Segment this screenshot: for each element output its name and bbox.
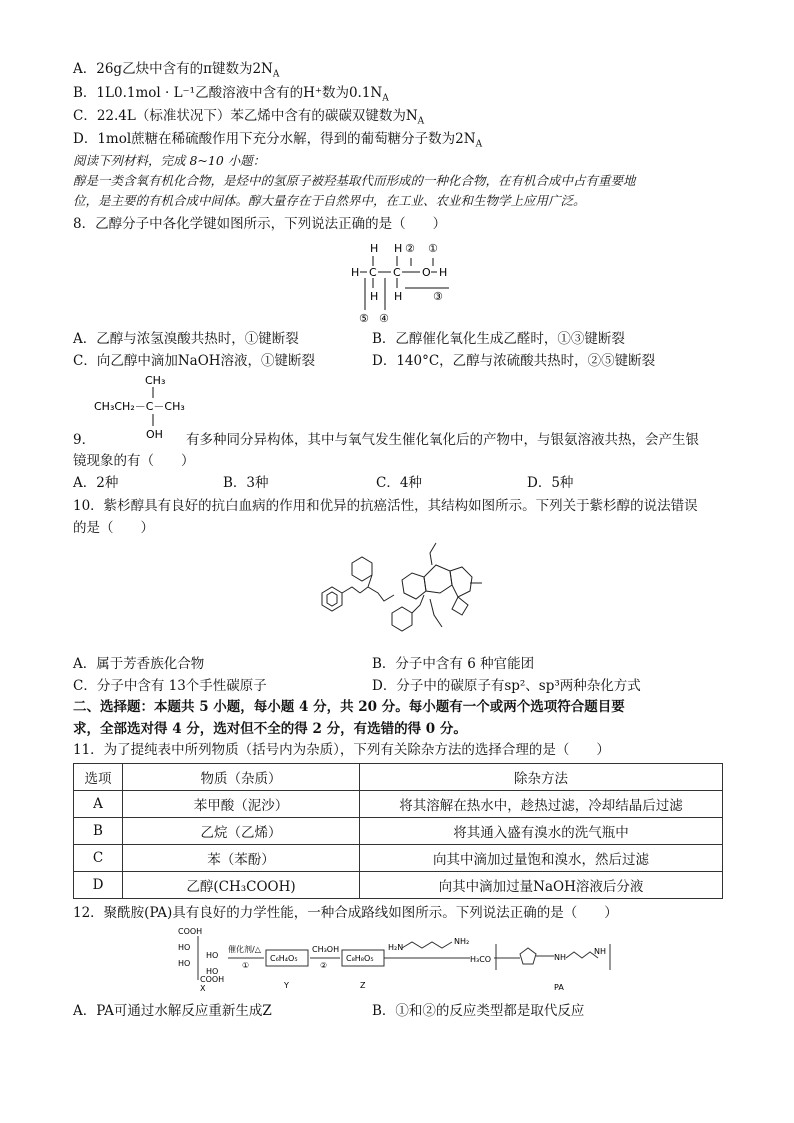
q12-stem: 12．聚酰胺(PA)具有良好的力学性能，一种合成路线如图所示。下列说法正确的是（ ） <box>73 905 618 921</box>
label-pa: PA <box>554 983 564 992</box>
label-3: ③ <box>433 290 443 303</box>
q10-stem: 10．紫杉醇具有良好的抗白血病的作用和优异的抗癌活性，其结构如图所示。下列关于紫杉醇的说法错误 <box>73 498 698 514</box>
label-y: Y <box>284 981 289 990</box>
q10-option-d: D．分子中的碳原子有sp²、sp³两种杂化方式 <box>372 678 641 694</box>
q8-option-c: C．向乙醇中滴加NaOH溶液，①键断裂 <box>73 353 316 369</box>
main-chain: CH₃CH₂－C－CH₃ <box>94 400 185 413</box>
atom-h: H <box>394 242 403 255</box>
x-cooh-bottom: COOH <box>200 975 225 984</box>
q10-option-a: A．属于芳香族化合物 <box>73 656 205 672</box>
label-2: ② <box>405 242 415 255</box>
pa-h3co: H₃CO <box>470 955 492 964</box>
label-1: ① <box>428 242 438 255</box>
header-method: 除杂方法 <box>360 764 723 791</box>
label-z: Z <box>360 981 366 990</box>
cell-option: D <box>74 872 123 899</box>
alcohol-structure <box>92 372 202 440</box>
q9-option-b: B．3种 <box>223 475 269 491</box>
label-4: ④ <box>379 312 389 325</box>
pa-nh: NH <box>554 953 566 962</box>
cell-substance: 苯（苯酚） <box>123 845 360 872</box>
table-row <box>74 872 723 899</box>
x-ho: HO <box>206 951 219 960</box>
cell-method: 向其中滴加过量NaOH溶液后分液 <box>360 872 723 899</box>
atom-c: C <box>369 266 377 279</box>
label-x: X <box>200 984 206 993</box>
section-2-heading: 二、选择题：本题共 5 小题，每小题 4 分，共 20 分。每小题有一个或两个选项符合题目要 <box>73 699 625 715</box>
atom-h: H <box>370 242 379 255</box>
reading-intro: 阅读下列材料，完成 8~10 小题： <box>73 153 266 168</box>
diamine-nh2: NH₂ <box>454 937 470 946</box>
q7-option-a: A．26g乙炔中含有的π键数为$2N_A$ <box>73 61 280 80</box>
box-y: C₆H₄O₅ <box>270 954 298 963</box>
atom-h: H <box>370 290 379 303</box>
q8-option-d: D．140°C，乙醇与浓硫酸共热时，②⑤键断裂 <box>372 353 656 369</box>
table-row <box>74 791 723 818</box>
q9-stem-cont: 镜现象的有（ ） <box>73 453 195 469</box>
cell-method: 将其通入盛有溴水的洗气瓶中 <box>360 818 723 845</box>
section-2-heading-cont: 求，全部选对得 4 分，选对但不全的得 2 分，有选错的得 0 分。 <box>73 721 467 737</box>
catalyst-label: 催化剂/△ <box>228 945 261 954</box>
cell-method: 向其中滴加过量饱和溴水，然后过滤 <box>360 845 723 872</box>
step-2: ② <box>320 961 328 970</box>
header-substance: 物质（杂质） <box>123 764 360 791</box>
cell-method: 将其溶解在热水中，趁热过滤，冷却结晶后过滤 <box>360 791 723 818</box>
cell-option: A <box>74 791 123 818</box>
table-row <box>74 845 723 872</box>
pa-nh-end: NH <box>594 947 606 956</box>
atom-o: O <box>422 266 431 279</box>
atom-h: H <box>394 290 403 303</box>
q8-option-a: A．乙醇与浓氢溴酸共热时，①键断裂 <box>73 331 299 347</box>
q9-number: 9． <box>73 432 96 448</box>
methyl-top: CH₃ <box>145 374 166 387</box>
cell-substance: 苯甲酸（泥沙） <box>123 791 360 818</box>
q10-option-c: C．分子中含有 13个手性碳原子 <box>73 678 267 694</box>
pa-synthesis-route <box>170 924 620 994</box>
cell-substance: 乙烷（乙烯） <box>123 818 360 845</box>
reading-line-1: 醇是一类含氧有机化合物，是烃中的氢原子被羟基取代而形成的一种化合物，在有机合成中占有重要地 <box>73 173 636 188</box>
x-cooh-top: COOH <box>178 927 203 936</box>
reading-line-2: 位，是主要的有机合成中间体。醇大量存在于自然界中，在工业、农业和生物学上应用广泛。 <box>73 193 586 208</box>
ethanol-bond-diagram <box>345 238 455 328</box>
x-ho: HO <box>178 959 191 968</box>
q7-option-b: B．1L0.1mol · L⁻¹乙酸溶液中含有的H⁺数为$0.1N_A$ <box>73 85 389 104</box>
table-row <box>74 818 723 845</box>
cell-option: C <box>74 845 123 872</box>
hydroxyl: OH <box>146 428 163 440</box>
atom-h: H <box>439 266 448 279</box>
atom-c: C <box>393 266 401 279</box>
diamine-h2n: H₂N <box>388 943 404 952</box>
x-ho: HO <box>206 967 219 976</box>
q9-stem: 有多种同分异构体，其中与氧气发生催化氧化后的产物中，与银氨溶液共热，会产生银 <box>186 432 699 448</box>
q12-option-a: A．PA可通过水解反应重新生成Z <box>73 1003 272 1019</box>
q11-table <box>73 763 723 899</box>
label-5: ⑤ <box>359 312 369 325</box>
box-z: C₈H₈O₅ <box>346 954 374 963</box>
methanol-label: CH₃OH <box>312 945 340 954</box>
q9-option-c: C．4种 <box>376 475 422 491</box>
cell-option: B <box>74 818 123 845</box>
q7-option-d: D．1mol蔗糖在稀硫酸作用下充分水解，得到的葡萄糖分子数为$2N_A$ <box>73 131 483 150</box>
x-ho: HO <box>178 943 191 952</box>
q8-option-b: B．乙醇催化氧化生成乙醛时，①③键断裂 <box>372 331 625 347</box>
q12-option-b: B．①和②的反应类型都是取代反应 <box>372 1003 585 1019</box>
q10-option-b: B．分子中含有 6 种官能团 <box>372 656 535 672</box>
cell-substance: 乙醇(CH₃COOH) <box>123 872 360 899</box>
table-header-row <box>74 764 723 791</box>
q9-option-d: D．5种 <box>527 475 574 491</box>
step-1: ① <box>242 961 250 970</box>
q11-stem: 11．为了提纯表中所列物质（括号内为杂质），下列有关除杂方法的选择合理的是（ ） <box>73 742 610 758</box>
q10-stem-cont: 的是（ ） <box>73 520 154 536</box>
q7-option-c: C．22.4L（标准状况下）苯乙烯中含有的碳碳双键数为$N_A$ <box>73 108 425 127</box>
paclitaxel-structure <box>312 535 502 650</box>
q9-option-a: A．2种 <box>73 475 119 491</box>
atom-h: H <box>351 266 360 279</box>
header-option: 选项 <box>74 764 123 791</box>
q8-stem: 8．乙醇分子中各化学键如图所示，下列说法正确的是（ ） <box>73 216 447 232</box>
